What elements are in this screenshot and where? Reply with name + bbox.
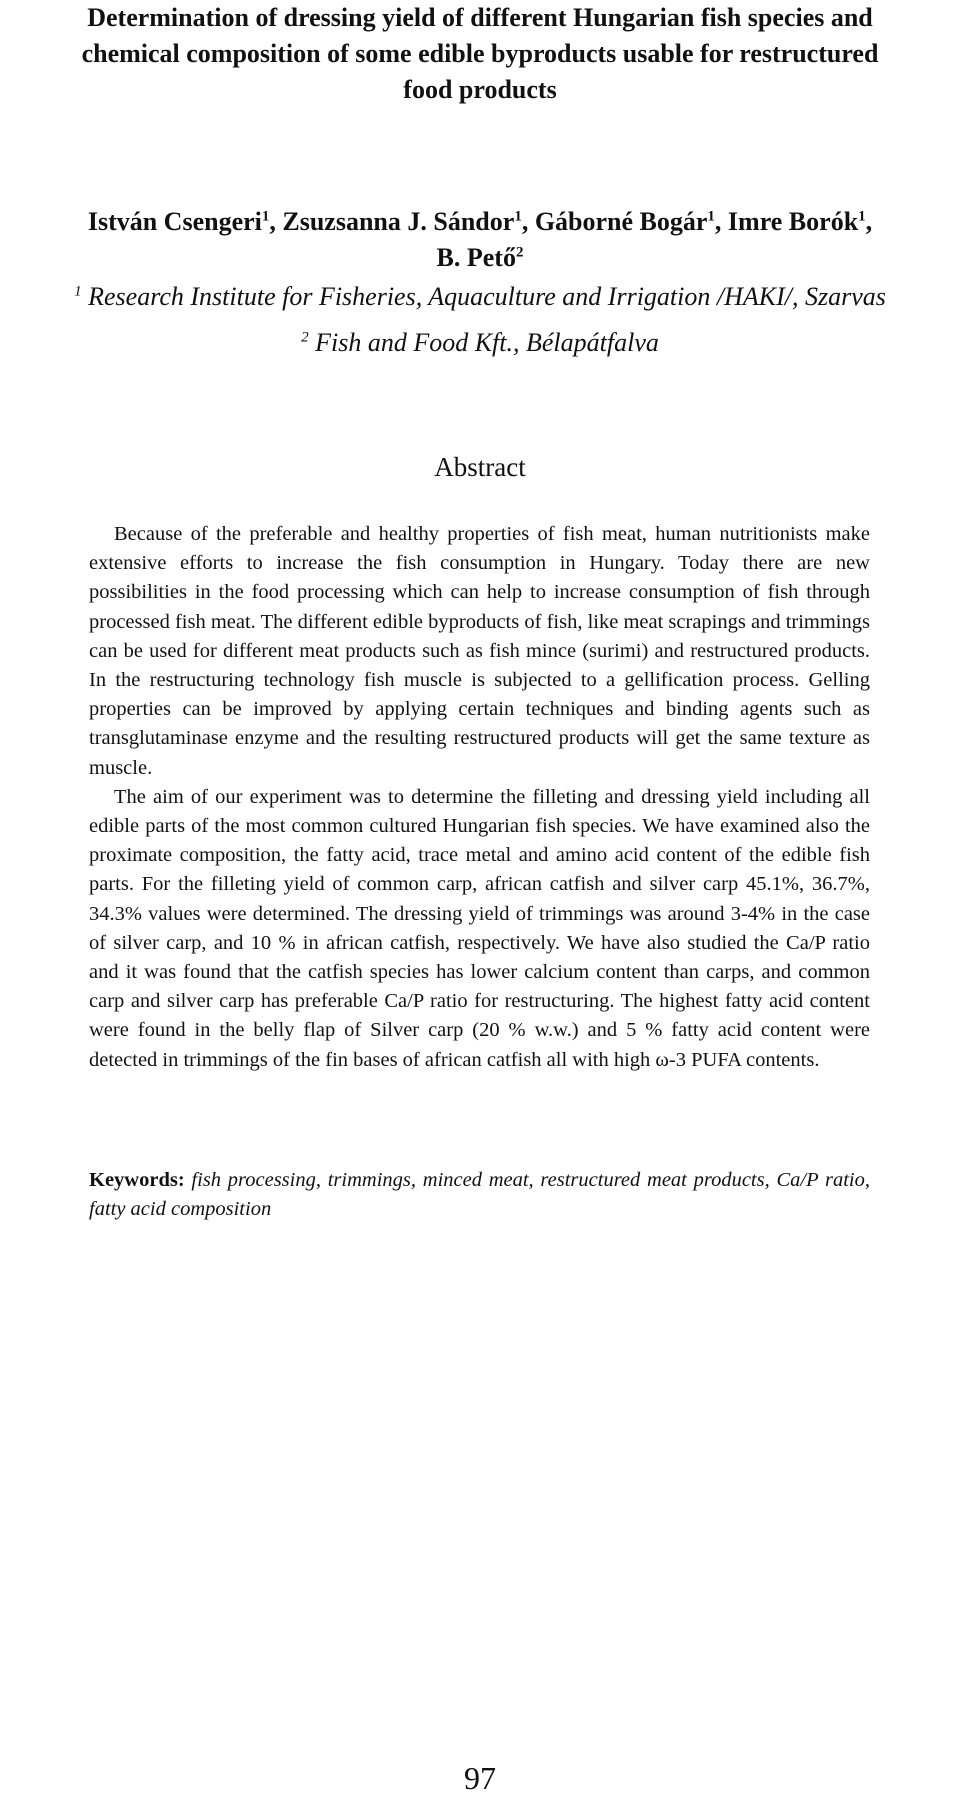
author bbox=[88, 207, 283, 236]
author-affiliation-mark: 2 bbox=[515, 244, 524, 261]
title-line: Determination of dressing yield of different Hungarian fish species and bbox=[87, 3, 873, 32]
author-name: István Csengeri bbox=[87, 207, 262, 236]
page-number: 97 bbox=[464, 1760, 496, 1796]
keywords-label: Keywords: bbox=[89, 1169, 185, 1191]
author bbox=[535, 207, 728, 236]
affiliation-mark: 1 bbox=[74, 283, 82, 300]
affiliation-text: Fish and Food Kft., Bélapátfalva bbox=[315, 328, 659, 357]
title-line: chemical composition of some edible byproducts usable for restructured bbox=[81, 39, 879, 68]
author-separator: , bbox=[521, 207, 535, 236]
author-affiliation-mark: 1 bbox=[858, 208, 866, 225]
author-list bbox=[0, 204, 960, 276]
author-name: Imre Borók bbox=[727, 207, 859, 236]
affiliation-2 bbox=[0, 326, 960, 360]
author-separator: , bbox=[714, 207, 728, 236]
paper-title bbox=[0, 0, 960, 108]
author-name: Gáborné Bogár bbox=[534, 207, 708, 236]
title-line: food products bbox=[403, 75, 557, 104]
affiliation-1 bbox=[0, 280, 960, 314]
abstract-body bbox=[89, 520, 870, 1075]
author-affiliation-mark: 1 bbox=[707, 208, 715, 225]
author-affiliation-mark: 1 bbox=[261, 208, 270, 225]
affiliation-mark: 2 bbox=[301, 329, 309, 346]
abstract-heading: Abstract bbox=[434, 452, 526, 482]
author-name: Zsuzsanna J. Sándor bbox=[282, 207, 515, 236]
author-separator: , bbox=[269, 207, 283, 236]
affiliation-text: Research Institute for Fisheries, Aquaculture and Irrigation /HAKI/, Szarvas bbox=[88, 282, 886, 311]
author bbox=[282, 207, 534, 236]
abstract-paragraph: The aim of our experiment was to determine the filleting and dressing yield including all edible parts of the most common cultured Hungarian fish species. We have examined also the proximate composition, the fatty acid, trace metal and amino acid content of the edible fish parts. For the filleting yield of common carp, african catfish and silver carp 45.1%, 36.7%, 34.3% values were determined. The dressing yield of trimmings was around 3-4% in the case of silver carp, and 10 % in african catfish, respectively. We have also studied the Ca/P ratio and it was found that the catfish species has lower calcium content than carps, and common carp and silver carp has preferable Ca/P ratio for restructuring. The highest fatty acid content were found in the belly flap of Silver carp (20 % w.w.) and 5 % fatty acid content were detected in trimmings of the fin bases of african catfish all with high ω-3 PUFA contents. bbox=[89, 785, 870, 1071]
author bbox=[728, 207, 872, 236]
keywords-text: fish processing, trimmings, minced meat, restructured meat products, Ca/P ratio, fatty acid composition bbox=[89, 1169, 870, 1221]
author-affiliation-mark: 1 bbox=[514, 208, 522, 225]
author bbox=[437, 243, 524, 272]
keywords bbox=[89, 1166, 870, 1224]
author-name: B. Pető bbox=[436, 243, 516, 272]
author-separator: , bbox=[865, 207, 873, 236]
abstract-paragraph: Because of the preferable and healthy properties of fish meat, human nutritionists make extensive efforts to increase the fish consumption in Hungary. Today there are new possibilities in the food processing which can help to increase consumption of fish through processed fish meat. The different edible byproducts of fish, like meat scrapings and trimmings can be used for different meat products such as fish mince (surimi) and restructured products. In the restructuring technology fish muscle is subjected to a gellification process. Gelling properties can be improved by applying certain techniques and binding agents such as transglutaminase enzyme and the resulting restructured products will get the same texture as muscle. bbox=[89, 523, 870, 779]
